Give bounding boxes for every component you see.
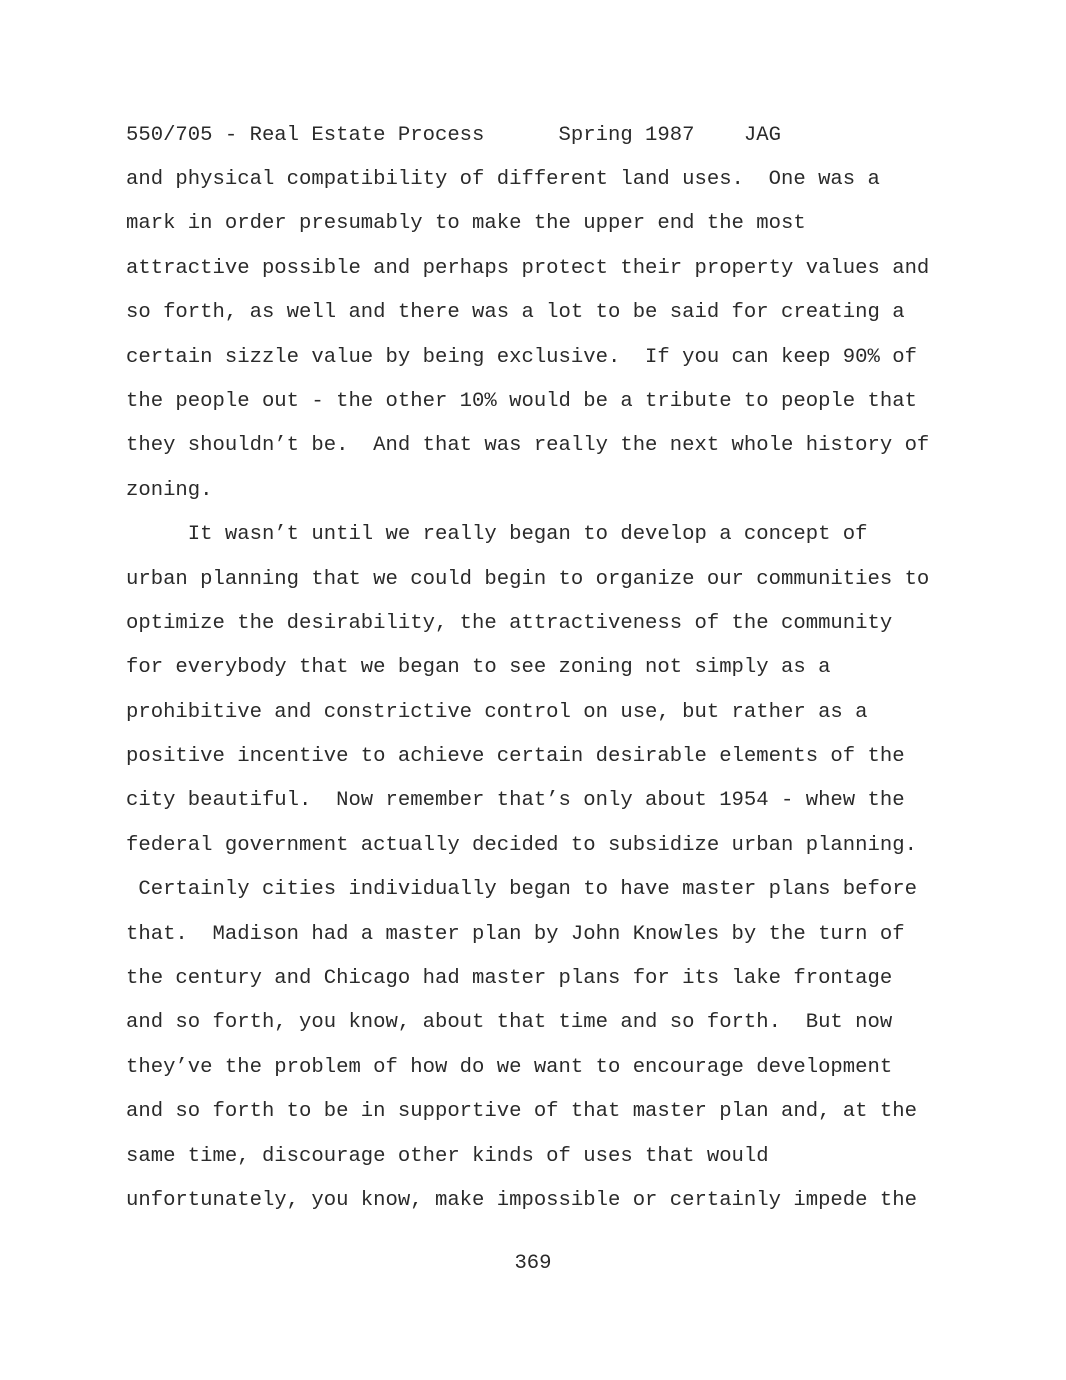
text-line: unfortunately, you know, make impossible or certainly impede the: [126, 1188, 917, 1212]
text-line: the century and Chicago had master plans for its lake frontage: [126, 967, 893, 991]
text-line: certain sizzle value by being exclusive. If you can keep 90% of: [126, 345, 917, 369]
text-line: zoning.: [126, 478, 213, 502]
text-line: urban planning that we could begin to organize our communities to: [126, 567, 930, 591]
text-line: optimize the desirability, the attractiveness of the community: [126, 611, 893, 635]
text-line: and physical compatibility of different land uses. One was a: [126, 168, 880, 191]
text-line: prohibitive and constrictive control on use, but rather as a: [126, 700, 868, 724]
text-line: attractive possible and perhaps protect their property values and: [126, 256, 930, 280]
text-line: and so forth to be in supportive of that master plan and, at the: [126, 1100, 917, 1124]
page-number: 369: [514, 1252, 552, 1275]
text-line: the people out - the other 10% would be a tribute to people that: [126, 389, 917, 413]
text-line: for everybody that we began to see zoning not simply as a: [126, 656, 831, 680]
text-line: so forth, as well and there was a lot to be said for creating a: [126, 301, 905, 325]
text-line: they’ve the problem of how do we want to encourage development: [126, 1055, 893, 1079]
text-line: positive incentive to achieve certain desirable elements of the: [126, 745, 905, 769]
page-header: 550/705 - Real Estate Process Spring 1987 JAG: [126, 124, 781, 147]
text-line: that. Madison had a master plan by John Knowles by the turn of: [126, 922, 905, 946]
text-line: and so forth, you know, about that time and so forth. But now: [126, 1011, 893, 1035]
body-text: [126, 168, 956, 1233]
text-line: mark in order presumably to make the upper end the most: [126, 212, 806, 236]
text-line: they shouldn’t be. And that was really the next whole history of: [126, 434, 930, 458]
text-line: federal government actually decided to subsidize urban planning.: [126, 833, 917, 857]
text-line: Certainly cities individually began to have master plans before: [126, 878, 917, 902]
text-line: city beautiful. Now remember that’s only about 1954 - whew the: [126, 789, 905, 813]
text-line: same time, discourage other kinds of uses that would: [126, 1144, 769, 1168]
text-line: It wasn’t until we really began to develop a concept of: [126, 523, 868, 547]
